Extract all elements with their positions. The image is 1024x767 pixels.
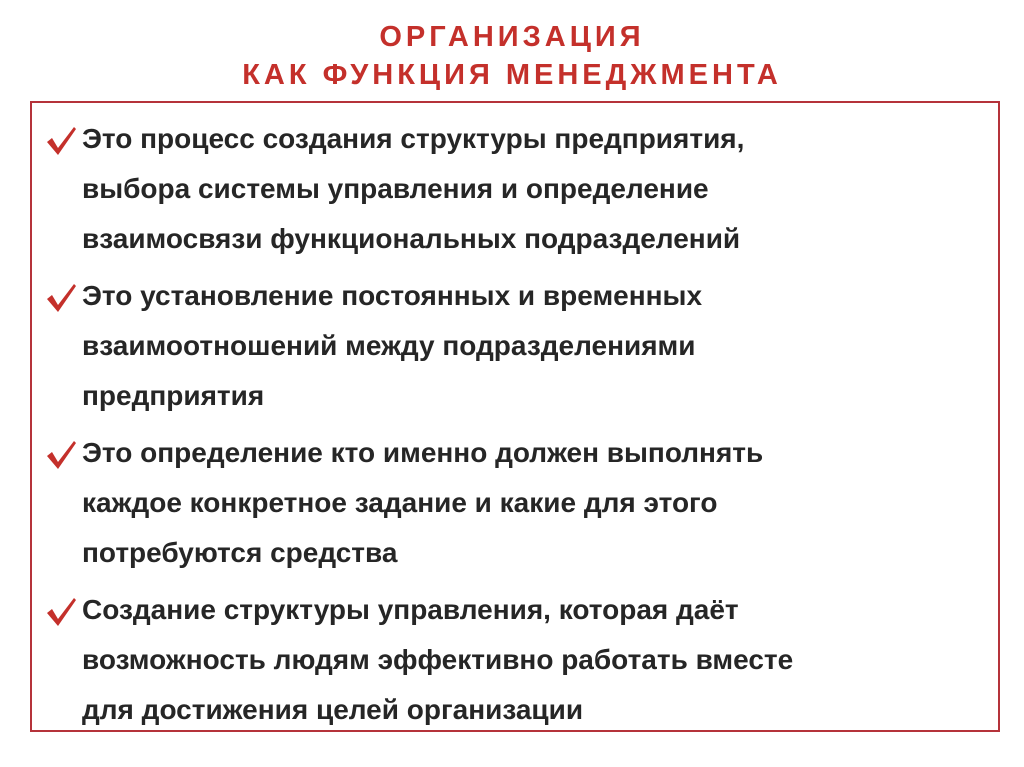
bullet-text-line: возможность людям эффективно работать вместе <box>82 644 794 675</box>
slide-title <box>0 18 1024 94</box>
bullet-item-4 <box>44 585 974 735</box>
checkmark-icon <box>44 438 78 472</box>
bullet-text-line: выбора системы управления и определение <box>82 173 709 204</box>
bullet-text-line: предприятия <box>82 380 265 411</box>
checkmark-icon <box>44 124 78 158</box>
slide-title-line-1: ОРГАНИЗАЦИЯ <box>379 21 645 53</box>
bullet-text-line: Это установление постоянных и временных <box>82 280 703 311</box>
checkmark-icon <box>44 595 78 629</box>
bullet-item-1 <box>44 114 974 264</box>
bullet-text-line: Это определение кто именно должен выполнять <box>82 437 764 468</box>
bullet-text-line: для достижения целей организации <box>82 694 584 725</box>
bullet-text-line: потребуются средства <box>82 537 398 568</box>
bullet-list <box>44 114 974 742</box>
checkmark-icon <box>44 281 78 315</box>
bullet-text-line: Создание структуры управления, которая даёт <box>82 594 739 625</box>
bullet-item-3 <box>44 428 974 578</box>
bullet-item-2 <box>44 271 974 421</box>
slide-title-line-2: КАК ФУНКЦИЯ МЕНЕДЖМЕНТА <box>242 59 782 91</box>
bullet-text-line: взаимоотношений между подразделениями <box>82 330 696 361</box>
bullet-text-line: Это процесс создания структуры предприятия, <box>82 123 745 154</box>
bullet-text-line: каждое конкретное задание и какие для этого <box>82 487 718 518</box>
bullet-text-line: взаимосвязи функциональных подразделений <box>82 223 741 254</box>
